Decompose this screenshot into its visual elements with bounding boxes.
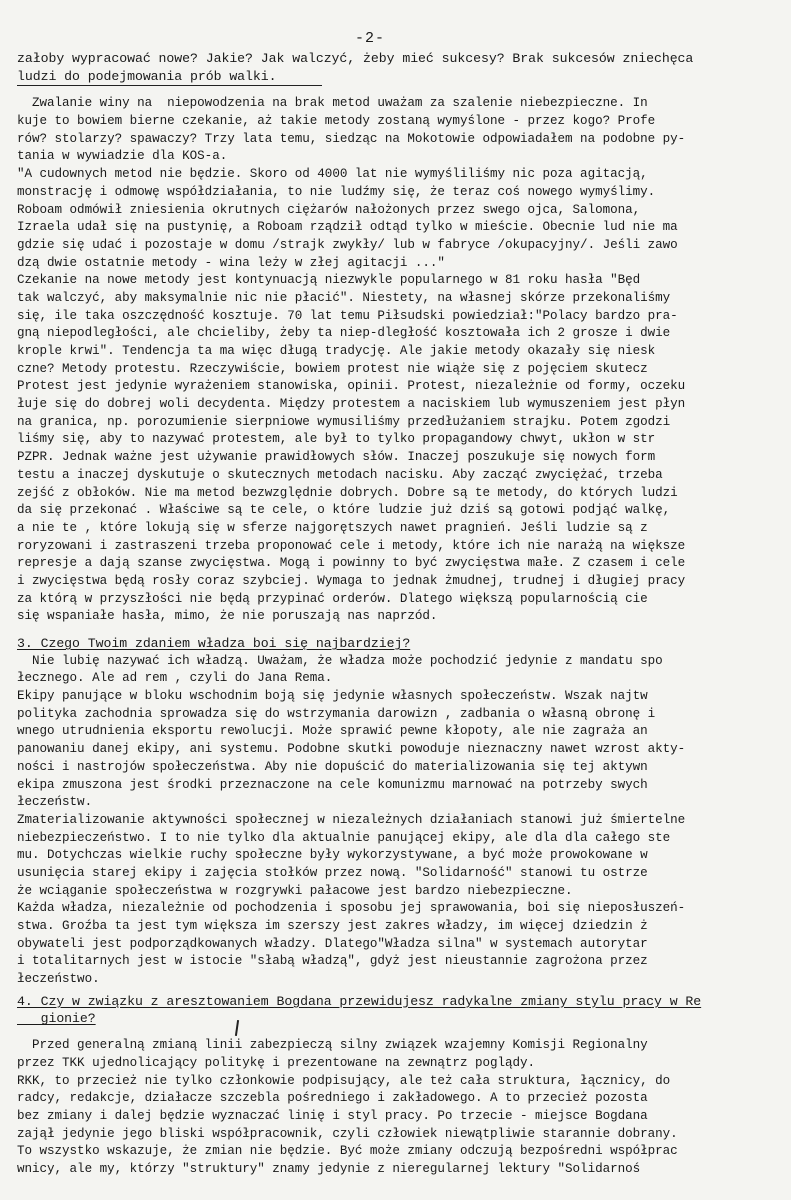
text-line: gną niepodległości, ale chcieliby, żeby ta niep-dległość kosztowała ich 2 grosze i dwie (17, 326, 671, 341)
text-line: obywateli jest podporządkowanych władzy. Dlatego"Władza silna" w systemach autorytar (17, 936, 648, 951)
answer-4 (17, 1037, 791, 1179)
text-line: Każda władza, niezależnie od pochodzenia i sposobu jej sprawowania, boi się nieposłuszeń- (17, 901, 686, 916)
text-line: łeczeństw. (17, 795, 93, 810)
page-number: -2- (355, 30, 386, 47)
text-line: ekipa zmuszona jest środki przeznaczone na cele komunizmu marnować na potrzeby swych (17, 777, 648, 792)
text-line: da się przekonać . Właściwe są te cele, o które ludzie już dziś są gotowi podjąć walkę, (17, 503, 671, 518)
text-line: usunięcia starej ekipy i zajęcia stołków przez nową. "Solidarność" stanowi tu ostrze (17, 865, 648, 880)
text-line: Protest jest jedynie wyrażeniem stanowiska, opinii. Protest, niezależnie od formy, oczeku (17, 379, 686, 394)
text-line: roryzowani i zastraszeni trzeba proponować cele i metody, które ich nie narażą na większe (17, 538, 686, 553)
text-line: wnego utrudnienia eksportu rewolucji. Może sprawić pewne kłopoty, ale nie zagraża an (17, 724, 648, 739)
text-line: na granica, np. porozumienie sierpniowe wymusiliśmy przedłużaniem strajku. Potem zgodzi (17, 414, 671, 429)
text-line: polityka zachodnia sprowadza się do wstrzymania darowizn , zadbania o własną obronę i (17, 706, 656, 721)
text-line: a nie te , które lokują się w sferze najgorętszych nawet pragnień. Jeśli ludzie są z (17, 520, 648, 535)
document-body (17, 50, 791, 1179)
question-3-heading: 3. Czego Twoim zdaniem władza boi się najbardziej? (17, 636, 411, 651)
text-line: dzą dwie ostatnie metody - wina leży w złej agitacji ..." (17, 255, 445, 270)
question-4-heading (17, 993, 791, 1028)
text-line: krople krwi". Tendencja ta ma więc długą tradycję. Ale jakie metody okazały się niesk (17, 344, 656, 358)
text-line: 4. Czy w związku z aresztowaniem Bogdana przewidujesz radykalne zmiany stylu pracy w Re (17, 993, 702, 1009)
text-line: represje a dają szanse zwycięstwa. Mogą i powinny to być zwycięstwa małe. Z czasem i cele (17, 556, 686, 571)
text-line: łuje się do dobrej woli decydenta. Między protestem a naciskiem lub wymuszeniem jest płyn (17, 397, 686, 412)
text-line: radcy, redakcje, działacze szczebla pośredniego i zakładowego. A to przecież pozosta (17, 1091, 648, 1106)
text-line: przez TKK ujednolicający politykę i prezentowane na zewnątrz poglądy. (17, 1055, 536, 1070)
text-line: zajął jedynie jego bliski współpracownik, czyli człowiek niewątpliwie starannie dobrany. (17, 1126, 678, 1141)
text-line: Ekipy panujące w bloku wschodnim boją się jedynie własnych społeczeństw. Wszak najtw (17, 689, 648, 704)
text-line: monstrację i odmowę współdziałania, to nie ludźmy się, że teraz coś nowego wymyślimy. (17, 184, 663, 199)
text-line: się wspaniałe hasła, mimo, że nie poruszają nas naprzód. (17, 609, 438, 624)
text-line: bez zmiany i dalej będzie wyznaczać linię i styl pracy. Po trzecie - miejsce Bogdana (17, 1108, 648, 1123)
text-line: rów? stolarzy? spawaczy? Trzy lata temu, siedząc na Mokotowie odpowiadałem na podobne py- (17, 131, 686, 146)
text-line: To wszystko wskazuje, że zmian nie będzie. Być może zmiany odczują bezpośredni współprac (17, 1144, 678, 1159)
text-line: że wciąganie społeczeństwa w rozgrywki pałacowe jest bardzo niebezpieczne. (17, 883, 573, 898)
answer-2 (17, 95, 791, 626)
text-line: zejść z obłoków. Nie ma metod bezwzględnie dobrych. Dobre są te metody, do których ludzi (17, 485, 678, 500)
text-line: tania w wywiadzie dla KOS-a. (17, 149, 228, 164)
text-line: kuje to bowiem bierne czekanie, aż takie metody zostaną wymyślone - przez kogo? Profe (17, 114, 656, 129)
text-line: za którą w przyszłości nie będą przypinać orderów. Dlatego większą popularnością cie (17, 591, 648, 606)
text-line: Izraela udał się na pustynię, a Roboam rządził odtąd tylko w mieście. Obecnie lud nie ma (17, 220, 678, 235)
answer-3 (17, 653, 791, 989)
text-line: ności i nastrojów społeczeństwa. Aby nie dopuścić do materializowania się tej aktywn (17, 759, 648, 774)
text-line: "A cudownych metod nie będzie. Skoro od 4000 lat nie wymyśliliśmy nic poza agitacją, (17, 167, 656, 182)
text-line: niebezpieczeństwo. I to nie tylko dla aktualnie panującej ekipy, ale dla dla całego ste (17, 830, 671, 845)
text-line: tak walczyć, aby maksymalnie nic nie płacić". Niestety, na własnej skórze przekonaliśmy (17, 290, 671, 305)
text-line: czne? Metody protestu. Rzeczywiście, bowiem protest nie wiąże się z pojęciem skutecz (17, 361, 648, 376)
text-line: i zwycięstwa będą rosły coraz szybciej. Wymaga to jednak żmudnej, trudnej i długiej pracy (17, 573, 686, 588)
text-line: gionie? (17, 1011, 96, 1027)
text-line: Roboam odmówił zniesienia okrutnych ciężarów nałożonych przez swego ojca, Salomona, (17, 202, 656, 217)
text-line: Nie lubię nazywać ich władzą. Uważam, że władza może pochodzić jedynie z mandatu spo (17, 653, 663, 668)
text-line: gdzie się udać i pozostaje w domu /strajk zwykły/ lub w fabryce /okupacyjny/. Jeśli zawo (17, 237, 678, 252)
text-line: się, ile taka oszczędność kosztuje. 70 lat temu Piłsudski powiedział:"Polacy bardzo pra- (17, 308, 678, 323)
text-line: testu a inaczej dyskutuje o skutecznych metodach nacisku. Aby zacząć zwyciężać, trzeba (17, 467, 663, 482)
text-line: Zmaterializowanie aktywności społecznej w niezależnych działaniach stanowi już śmiertelne (17, 812, 686, 827)
text-line: Przed generalną zmianą linii zabezpieczą silny związek wzajemny Komisji Regionalny (17, 1038, 648, 1053)
text-line: Czekanie na nowe metody jest kontynuacją niezwykle popularnego w 81 roku hasła "Będ (17, 273, 641, 288)
text-line: ludzi do podejmowania prób walki. (17, 68, 277, 84)
text-line: wnicy, ale my, którzy "struktury" znamy jedynie z nieregularnej lektury "Solidarnoś (17, 1161, 641, 1176)
intro-question (17, 50, 791, 85)
text-line: panowaniu danej ekipy, ani systemu. Podobne skutki powoduje nieznaczny nawet wzrost akty- (17, 742, 686, 757)
text-line: Zwalanie winy na niepowodzenia na brak metod uważam za szalenie niebezpieczne. In (17, 96, 648, 111)
text-line: PZPR. Jednak ważne jest używanie prawidłowych słów. Inaczej poszukuje się nowych form (17, 450, 656, 465)
text-line: łecznego. Ale ad rem , czyli do Jana Rema. (17, 671, 333, 686)
text-line: RKK, to przecież nie tylko członkowie podpisujący, ale też cała struktura, łącznicy, do (17, 1073, 671, 1088)
text-line: łeczeństwo. (17, 972, 100, 987)
text-line: stwa. Groźba ta jest tym większa im szerszy jest zakres władzy, im więcej dziedzin ż (17, 919, 648, 933)
text-line: liśmy się, aby to nazywać protestem, ale był to tylko propagandowy chwyt, ukłon w str (17, 432, 656, 447)
text-line: mu. Dotychczas wielkie ruchy społeczne były wykorzystywane, a być może prowokowane w (17, 848, 648, 863)
text-line: załoby wypracować nowe? Jakie? Jak walczyć, żeby mieć sukcesy? Brak sukcesów zniechęca (17, 51, 694, 66)
text-line: i totalitarnych jest w istocie "słabą władzą", gdyż jest nieustannie zagrożona przez (17, 954, 648, 969)
